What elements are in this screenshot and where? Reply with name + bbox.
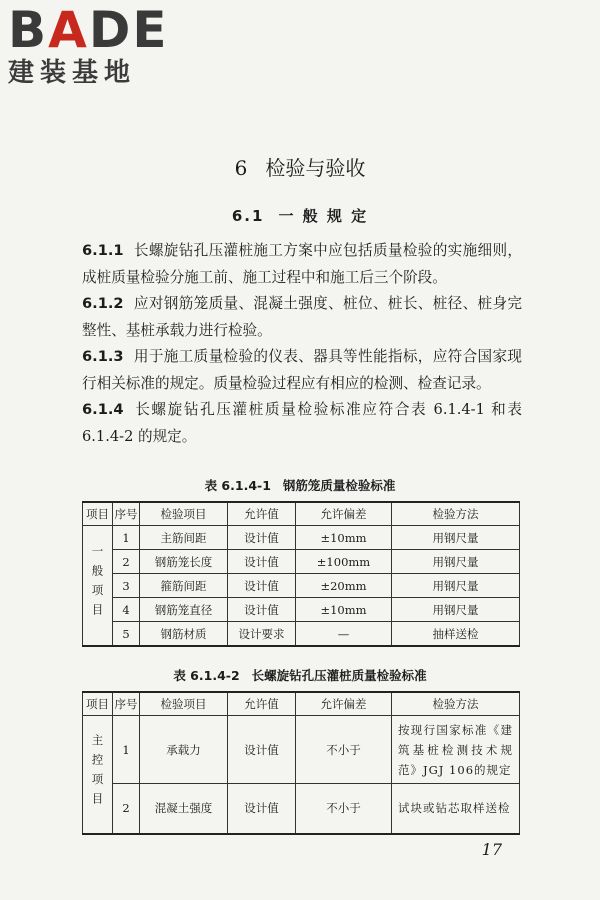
seq-cell: 4 (113, 598, 140, 622)
clause (82, 397, 522, 450)
table2-caption-title: 长螺旋钻孔压灌桩质量检验标准 (251, 668, 427, 683)
method-cell: 用钢尺量 (392, 550, 520, 574)
header-cell: 序号 (113, 692, 140, 716)
allow-cell: 设计值 (228, 574, 296, 598)
clause-text: 长螺旋钻孔压灌桩施工方案中应包括质量检验的实施细则，成桩质量检验分施工前、施工过程中和施工后三个阶段。 (82, 242, 522, 286)
clause (82, 291, 522, 344)
page-number: 17 (481, 840, 502, 859)
allow-cell: 设计要求 (228, 622, 296, 647)
item-cell: 钢筋笼长度 (140, 550, 228, 574)
deviation-cell: — (296, 622, 392, 647)
item-cell: 钢筋材质 (140, 622, 228, 647)
method-cell: 用钢尺量 (392, 574, 520, 598)
allow-cell: 设计值 (228, 526, 296, 550)
clause (82, 238, 522, 291)
seq-cell: 2 (113, 784, 140, 834)
table-row (83, 716, 520, 784)
item-cell: 主筋间距 (140, 526, 228, 550)
header-cell: 检验项目 (140, 692, 228, 716)
table-row (83, 598, 520, 622)
method-cell: 抽样送检 (392, 622, 520, 647)
seq-cell: 2 (113, 550, 140, 574)
header-cell: 检验方法 (392, 692, 520, 716)
deviation-cell: 不小于 (296, 716, 392, 784)
table1-caption-number: 表 6.1.4-1 (204, 478, 271, 493)
header-cell: 序号 (113, 502, 140, 526)
table2-caption (0, 666, 600, 684)
table2-caption-number: 表 6.1.4-2 (173, 668, 240, 683)
section-heading (0, 205, 600, 226)
header-cell: 允许偏差 (296, 692, 392, 716)
table-row (83, 574, 520, 598)
table-row (83, 526, 520, 550)
method-cell: 试块或钻芯取样送检 (392, 784, 520, 834)
header-cell: 项目 (83, 692, 113, 716)
pile-quality-inspection-table (82, 691, 520, 835)
seq-cell: 3 (113, 574, 140, 598)
chapter-number: 6 (234, 156, 248, 180)
clause-text: 长螺旋钻孔压灌桩质量检验标准应符合表 6.1.4-1 和表 6.1.4-2 的规定。 (82, 401, 522, 445)
logo-sub-text: 建装基地 (8, 58, 137, 88)
table1-caption (0, 476, 600, 494)
allow-cell: 设计值 (228, 784, 296, 834)
seq-cell: 1 (113, 526, 140, 550)
allow-cell: 设计值 (228, 716, 296, 784)
clause-number: 6.1.2 (82, 295, 124, 312)
table-row (83, 784, 520, 834)
deviation-cell: ±10mm (296, 526, 392, 550)
clause-text: 应对钢筋笼质量、混凝土强度、桩位、桩长、桩径、桩身完整性、基桩承载力进行检验。 (82, 295, 522, 339)
allow-cell: 设计值 (228, 550, 296, 574)
clause-number: 6.1.1 (82, 242, 124, 259)
section-title: 一 般 规 定 (278, 207, 369, 225)
header-cell: 允许值 (228, 692, 296, 716)
clause-text: 用于施工质量检验的仪表、器具等性能指标，应符合国家现行相关标准的规定。质量检验过程应有相应的检测、检查记录。 (82, 348, 522, 392)
chapter-heading (0, 152, 600, 181)
group-cell: 主控项目 (83, 716, 113, 834)
header-cell: 检验方法 (392, 502, 520, 526)
header-cell: 允许偏差 (296, 502, 392, 526)
deviation-cell: ±10mm (296, 598, 392, 622)
clause-list (82, 238, 522, 450)
item-cell: 钢筋笼直径 (140, 598, 228, 622)
seq-cell: 5 (113, 622, 140, 647)
table-header-row (83, 502, 520, 526)
method-cell: 用钢尺量 (392, 526, 520, 550)
section-number: 6.1 (231, 207, 265, 225)
rebar-cage-inspection-table (82, 501, 520, 647)
seq-cell: 1 (113, 716, 140, 784)
clause-number: 6.1.3 (82, 348, 124, 365)
clause (82, 344, 522, 397)
header-cell: 项目 (83, 502, 113, 526)
method-cell: 按现行国家标准《建筑基桩检测技术规范》JGJ 106的规定 (392, 716, 520, 784)
item-cell: 箍筋间距 (140, 574, 228, 598)
item-cell: 混凝土强度 (140, 784, 228, 834)
item-cell: 承载力 (140, 716, 228, 784)
logo (8, 1, 183, 88)
header-cell: 允许值 (228, 502, 296, 526)
deviation-cell: ±20mm (296, 574, 392, 598)
table-row (83, 622, 520, 647)
allow-cell: 设计值 (228, 598, 296, 622)
table-row (83, 550, 520, 574)
table-header-row (83, 692, 520, 716)
deviation-cell: ±100mm (296, 550, 392, 574)
header-cell: 检验项目 (140, 502, 228, 526)
method-cell: 用钢尺量 (392, 598, 520, 622)
table1-caption-title: 钢筋笼质量检验标准 (282, 478, 396, 493)
deviation-cell: 不小于 (296, 784, 392, 834)
logo-main-text: BADE (8, 1, 169, 59)
group-cell: 一般项目 (83, 526, 113, 647)
clause-number: 6.1.4 (82, 401, 124, 418)
chapter-title: 检验与验收 (265, 156, 366, 180)
